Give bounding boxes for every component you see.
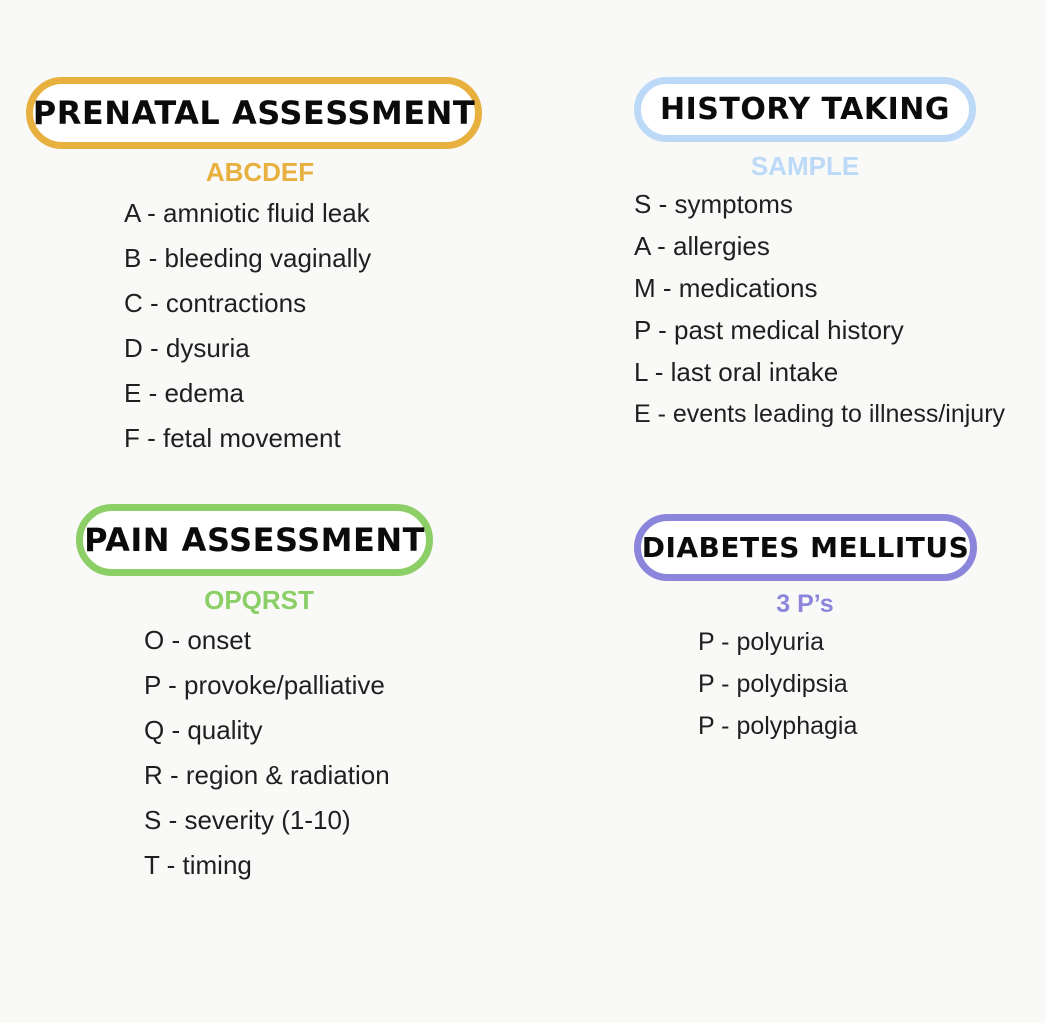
list-item: O - onset	[144, 625, 251, 655]
list-item: P - polydipsia	[698, 670, 848, 698]
history-acronym: SAMPLE	[750, 151, 860, 181]
list-item: R - region & radiation	[144, 760, 390, 790]
history-taking-header	[634, 77, 976, 142]
diabetes-acronym: 3 P’s	[776, 590, 834, 618]
pain-assessment-header	[76, 504, 433, 576]
prenatal-assessment-title: PRENATAL ASSESSMENT	[32, 94, 476, 132]
list-item: T - timing	[144, 850, 252, 880]
list-item: E - edema	[124, 378, 244, 408]
pain-assessment-title: PAIN ASSESSMENT	[84, 521, 425, 559]
list-item: Q - quality	[144, 715, 263, 745]
prenatal-acronym: ABCDEF	[205, 157, 315, 187]
list-item: A - allergies	[634, 231, 770, 261]
diabetes-mellitus-title: DIABETES MELLITUS	[641, 531, 970, 564]
diabetes-mellitus-header	[634, 514, 977, 581]
history-list	[634, 191, 1005, 427]
list-item: S - severity (1-10)	[144, 805, 351, 835]
list-item: P - past medical history	[634, 315, 904, 345]
list-item: A - amniotic fluid leak	[124, 198, 370, 228]
list-item: E - events leading to illness/injury	[634, 400, 1006, 428]
list-item: B - bleeding vaginally	[124, 243, 372, 273]
list-item: D - dysuria	[124, 333, 250, 363]
list-item: L - last oral intake	[634, 357, 839, 387]
pain-acronym: OPQRST	[204, 585, 314, 615]
list-item: P - polyuria	[698, 628, 824, 656]
list-item: P - provoke/palliative	[144, 670, 385, 700]
prenatal-assessment-header	[26, 77, 482, 149]
list-item: S - symptoms	[634, 189, 793, 219]
list-item: F - fetal movement	[124, 423, 341, 453]
diabetes-list	[698, 629, 857, 739]
pain-list	[144, 627, 390, 878]
prenatal-list	[124, 200, 371, 451]
history-taking-title: HISTORY TAKING	[660, 92, 950, 127]
list-item: P - polyphagia	[698, 712, 858, 740]
list-item: M - medications	[634, 273, 818, 303]
list-item: C - contractions	[124, 288, 307, 318]
